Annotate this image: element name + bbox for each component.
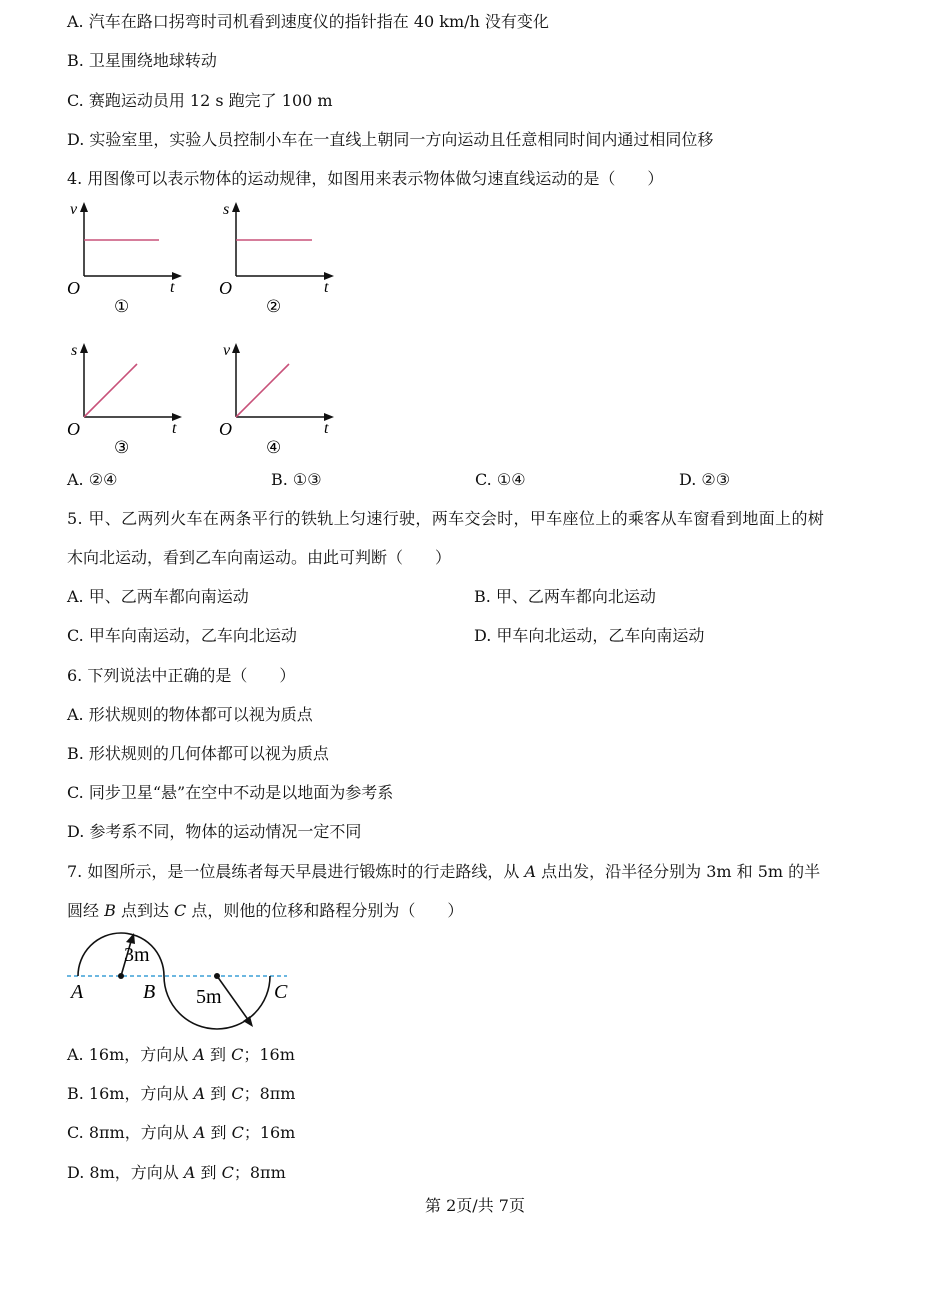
graph-caption: ③ xyxy=(114,438,130,457)
graph-line xyxy=(84,364,137,417)
y-axis-label: v xyxy=(223,342,231,359)
q4-stem: 4. 用图像可以表示物体的运动规律，如图用来表示物体做匀速直线运动的是（ ） xyxy=(67,169,664,188)
q6-stem: 6. 下列说法中正确的是（ ） xyxy=(67,666,296,685)
q5-stem-line-1: 5. 甲、乙两列火车在两条平行的铁轨上匀速行驶，两车交会时，甲车座位上的乘客从车窗看到地面上的树 xyxy=(67,509,825,528)
q6-option-c: C. 同步卫星“悬”在空中不动是以地面为参考系 xyxy=(67,783,394,802)
q7-option-a: A. 16m，方向从 A 到 C；16m xyxy=(67,1045,295,1064)
x-axis-label: t xyxy=(170,279,175,296)
y-axis-label: s xyxy=(71,342,78,359)
q5-option-c: C. 甲车向南运动，乙车向北运动 xyxy=(67,626,297,645)
q7-option-b: B. 16m，方向从 A 到 C；8πm xyxy=(67,1084,296,1103)
q3-option-a: A. 汽车在路口拐弯时司机看到速度仪的指针指在 40 km/h 没有变化 xyxy=(67,12,549,31)
origin-label: O xyxy=(67,278,80,298)
graph-caption: ① xyxy=(114,297,130,316)
x-axis-label: t xyxy=(324,279,329,296)
point-a-label: A xyxy=(71,981,84,1003)
q6-option-a: A. 形状规则的物体都可以视为质点 xyxy=(67,705,313,724)
q4-graph-2 xyxy=(216,198,336,318)
origin-label: O xyxy=(219,419,232,439)
origin-label: O xyxy=(67,419,80,439)
q4-graph-1 xyxy=(64,198,184,318)
q5-option-d: D. 甲车向北运动，乙车向南运动 xyxy=(474,626,705,645)
q7-option-c: C. 8πm，方向从 A 到 C；16m xyxy=(67,1123,296,1142)
large-radius-label: 5m xyxy=(196,986,222,1008)
graph-caption: ④ xyxy=(266,438,282,457)
origin-label: O xyxy=(219,278,232,298)
q7-stem-line-1: 7. 如图所示，是一位晨练者每天早晨进行锻炼时的行走路线，从 A 点出发，沿半径分别为 3m 和 5m 的半 xyxy=(67,862,821,881)
q5-stem-line-2: 木向北运动，看到乙车向南运动。由此可判断（ ） xyxy=(67,548,452,567)
q3-option-d: D. 实验室里，实验人员控制小车在一直线上朝同一方向运动且任意相同时间内通过相同位移 xyxy=(67,130,714,149)
q4-option-d: D. ②③ xyxy=(679,470,731,489)
q6-option-d: D. 参考系不同，物体的运动情况一定不同 xyxy=(67,822,362,841)
point-c-label: C xyxy=(274,981,288,1003)
q4-graph-3 xyxy=(64,339,184,459)
q5-option-b: B. 甲、乙两车都向北运动 xyxy=(474,587,656,606)
q4-option-a: A. ②④ xyxy=(67,470,118,489)
x-axis-label: t xyxy=(172,420,177,437)
small-radius-label: 3m xyxy=(124,944,150,966)
y-axis-label: s xyxy=(223,201,230,218)
y-axis-label: v xyxy=(70,201,78,218)
page-footer: 第 2页/共 7页 xyxy=(425,1196,525,1215)
q7-path-figure xyxy=(62,930,302,1030)
x-axis-label: t xyxy=(324,420,329,437)
q4-graph-4 xyxy=(216,339,336,459)
q3-option-b: B. 卫星围绕地球转动 xyxy=(67,51,217,70)
q3-option-c: C. 赛跑运动员用 12 s 跑完了 100 m xyxy=(67,91,333,110)
q7-option-d: D. 8m，方向从 A 到 C；8πm xyxy=(67,1163,286,1182)
q4-option-b: B. ①③ xyxy=(271,470,322,489)
q4-option-c: C. ①④ xyxy=(475,470,526,489)
graph-line xyxy=(236,364,289,417)
q5-option-a: A. 甲、乙两车都向南运动 xyxy=(67,587,249,606)
q6-option-b: B. 形状规则的几何体都可以视为质点 xyxy=(67,744,329,763)
graph-caption: ② xyxy=(266,297,282,316)
point-b-label: B xyxy=(143,981,156,1003)
q7-stem-line-2: 圆经 B 点到达 C 点，则他的位移和路程分别为（ ） xyxy=(67,901,464,920)
